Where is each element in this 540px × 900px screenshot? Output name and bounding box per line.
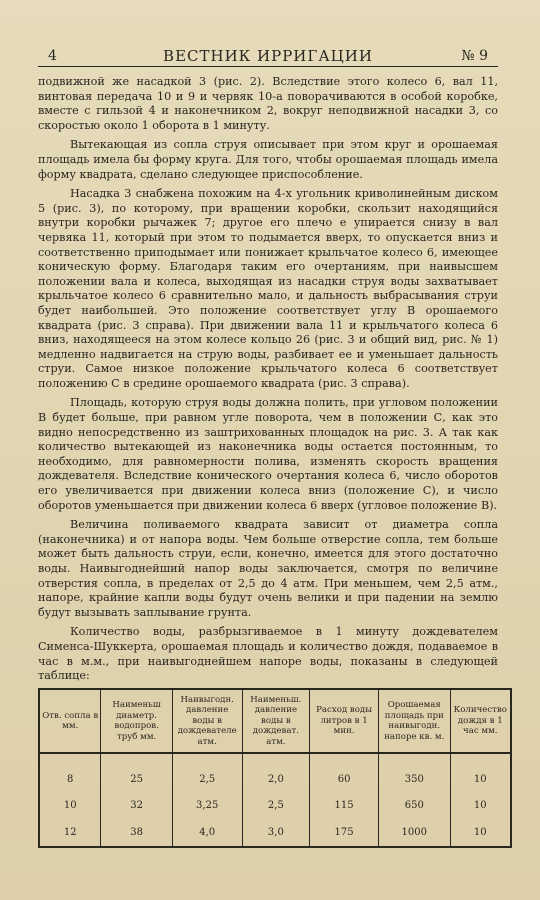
table-cell: 650 <box>379 793 451 820</box>
table-cell: 2,5 <box>172 766 242 793</box>
column-header: Отв. сопла в мм. <box>40 690 101 753</box>
table-cell: 25 <box>101 766 172 793</box>
table-header-row <box>40 690 510 753</box>
sprinkler-table <box>38 688 512 848</box>
table-cell: 10 <box>473 800 487 812</box>
issue-number: № 9 <box>461 48 488 64</box>
table-cell: 8 <box>40 766 101 793</box>
table-cell: 3,0 <box>242 819 310 846</box>
table-cell: 2,0 <box>242 766 310 793</box>
table-cell: 350 <box>379 766 451 793</box>
column-header: Расход воды литров в 1 мин. <box>310 690 379 753</box>
table-cell: 175 <box>310 819 379 846</box>
column-header: Количество дождя в 1 час мм. <box>450 690 510 753</box>
table-row <box>40 766 510 793</box>
paragraph: Вытекающая из сопла струя описывает при этом круг и орошаемая площадь имела бы форму круга. Для того, чтобы орошаемая площадь имела форму квадрата, сделано следующее приспособление. <box>38 138 498 181</box>
header-divider <box>38 66 498 67</box>
page-number: 4 <box>48 48 57 64</box>
table-row <box>40 793 510 820</box>
table-cell: 32 <box>101 793 172 820</box>
column-header: Наивыгодн. давление воды в дождевателе атм. <box>172 690 242 753</box>
paragraph: подвижной же насадкой 3 (рис. 2). Вследствие этого колесо 6, вал 11, винтовая передача 10 и 9 и червяк 10-а поворачиваются в особой коробке, вместе с гильзой 4 и наконечником 2, вокруг неподвижной насадки 3, со скоростью около 1 оборота в 1 минуту. <box>38 75 498 132</box>
paragraph: Насадка 3 снабжена похожим на 4-х угольник криволинейным диском 5 (рис. 3), по которому, при вращении коробки, скользит находящийся внутри коробки рычажек 7; другое его плечо е упирается снизу в вал червяка 11, который при этом то подымается вверх, то опускается вниз и соответственно приподымает или понижает крыльчатое колесо 6, имеющее коническую форму. Благодаря таким его очертаниям, при наивысшем положении вала и колеса, выходящая из насадки струя воды захватывает крыльчатое колесо 6 сравнительно мало, и дальность выбрасывания струи будет наибольшей. Это положение соответствует углу В орошаемого квадрата (рис. 3 справа). При движении вала 11 и крыльчатого колеса 6 вниз, находящееся на этом колесе кольцо 26 (рис. 3 и общий вид, рис. № 1) медленно надвигается на струю воды, разбивает ее и уменьшает дальность струи. Самое низкое положение крыльчатого колеса 6 соответствует положению С в средине орошаемого квадрата (рис. 3 справа). <box>38 187 498 390</box>
table-cell: 4,0 <box>172 819 242 846</box>
column-header: Орошаемая площадь при наивыгодн. напоре кв. м. <box>379 690 451 753</box>
table-cell: 12 <box>40 819 101 846</box>
paragraph: Количество воды, разбрызгиваемое в 1 минуту дождевателем Сименса-Шуккерта, орошаемая площадь и количество дождя, подаваемое в час в м.м., при наивыгоднейшем напоре воды, показаны в следующей таблице: <box>38 625 498 683</box>
table-cell: 38 <box>101 819 172 846</box>
journal-title: ВЕСТНИК ИРРИГАЦИИ <box>163 47 373 65</box>
paragraph: Величина поливаемого квадрата зависит от диаметра сопла (наконечника) и от напора воды. Чем больше отверстие сопла, тем больше может быть дальность струи, если, конечно, имеется для этого достаточно воды. Наивыгоднейший напор воды заключается, смотря по величине отверстия сопла, в пределах от 2,5 до 4 атм. При меньшем, чем 2,5 атм., напоре, крайние капли воды будут очень велики и при падении на землю будут вызывать заплывание грунта. <box>38 518 498 619</box>
table-cell: 10 <box>473 773 487 785</box>
table-cell: 10 <box>40 793 101 820</box>
table-cell: 10 <box>473 827 487 839</box>
table-cell: 1000 <box>379 819 451 846</box>
article-body <box>38 75 498 684</box>
page-header <box>48 46 488 66</box>
table-cell: 2,5 <box>242 793 310 820</box>
column-header: Наименьш. давление воды в дождеват. атм. <box>242 690 310 753</box>
table-cell: 3,25 <box>172 793 242 820</box>
table-cell: 115 <box>310 793 379 820</box>
paragraph: Площадь, которую струя воды должна полить, при угловом положении В будет больше, при равном угле поворота, чем в положении С, как это видно непосредственно из заштрихованных площадок на рис. 3. А так как количество вытекающей из наконечника воды остается постоянным, то необходимо, для равномерности полива, изменять скорость вращения дождевателя. Вследствие конического очертания колеса 6, число оборотов его увеличивается при движении колеса вниз (положение С), и число оборотов уменьшается при движении колеса 6 вверх (угловое положение В). <box>38 396 498 512</box>
table-cell: 60 <box>310 766 379 793</box>
table-row <box>40 819 510 846</box>
table-spacer <box>40 753 510 766</box>
column-header: Наименьш диаметр. водопров. труб мм. <box>101 690 172 753</box>
